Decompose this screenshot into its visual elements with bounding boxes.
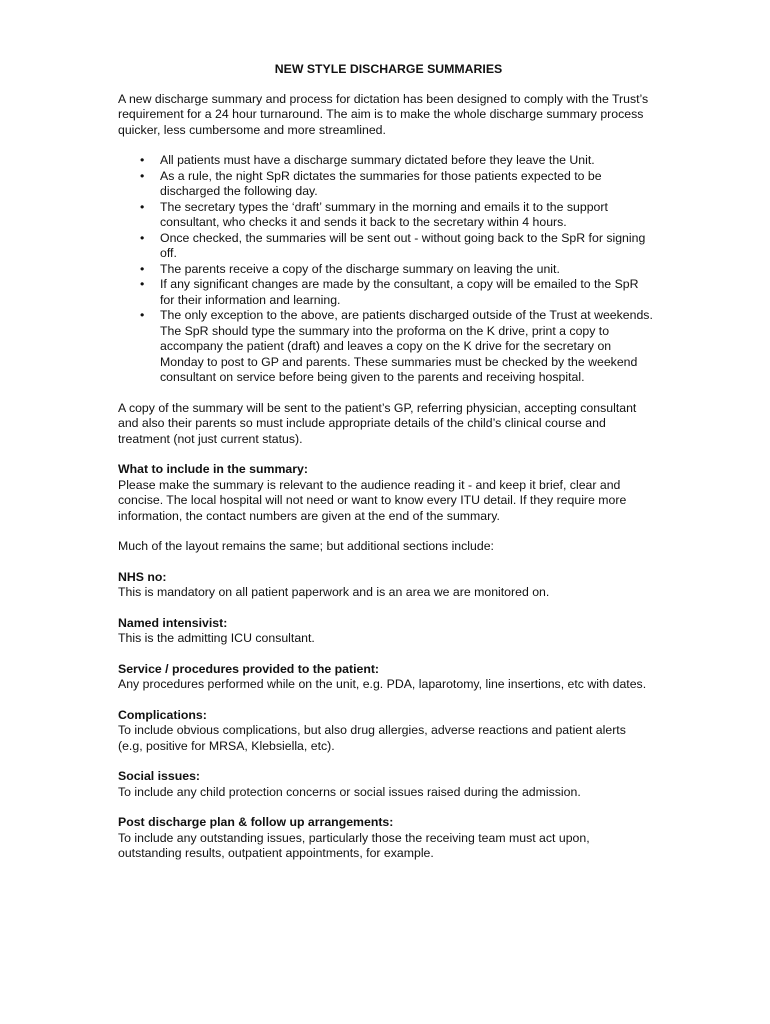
section-body: To include any outstanding issues, particularly those the receiving team must act upon, outstanding results, outpatient appointments, for example. [118,830,590,860]
section-body: To include obvious complications, but also drug allergies, adverse reactions and patient alerts (e.g, positive for MRSA, Klebsiella, etc). [118,723,626,753]
section-body: Any procedures performed while on the unit, e.g. PDA, laparotomy, line insertions, etc with dates. [118,677,647,691]
section-body: This is mandatory on all patient paperwork and is an area we are monitored on. [118,585,550,599]
section-heading: NHS no: [118,569,167,584]
section-heading: What to include in the summary: [118,462,308,476]
bullet-glyph: • [140,230,145,245]
bullet-item [118,231,653,262]
nhs-no-section [118,570,653,601]
section-heading: Social issues: [118,769,201,783]
bullet-item [118,169,653,200]
process-bullet-list [118,153,653,386]
bullet-text: The secretary types the ‘draft’ summary in the morning and emails it to the support consultant, who checks it and sends it back to the secretary within 4 hours. [160,199,608,229]
bullet-glyph: • [140,261,145,276]
bullet-glyph: • [140,199,145,214]
bullet-glyph: • [140,308,145,322]
bullet-item [118,200,653,231]
bullet-text: The only exception to the above, are patients discharged outside of the Trust at weekends. The SpR should type the summary into the proforma on the K drive, print a copy to accompany the patient (draft) and leaves a copy on the K drive for the secretary on Monday to post to GP and parents. These summaries must be checked by the weekend consultant on service before being given to the parents and receiving hospital. [160,308,653,384]
bullet-text: As a rule, the night SpR dictates the summaries for those patients expected to be discharged the following day. [160,168,602,198]
layout-paragraph: Much of the layout remains the same; but additional sections include: [118,539,494,553]
section-heading: Named intensivist: [118,615,228,630]
named-intensivist-section [118,616,653,647]
section-body: Please make the summary is relevant to the audience reading it - and keep it brief, clear and concise. The local hospital will not need or want to know every ITU detail. If they require more information, the contact numbers are given at the end of the summary. [118,477,627,523]
document-title: NEW STYLE DISCHARGE SUMMARIES [274,62,503,76]
document-page [118,62,653,877]
procedures-section [118,662,653,693]
post-discharge-plan-section [118,815,653,862]
bullet-text: If any significant changes are made by the consultant, a copy will be emailed to the SpR for their information and learning. [160,277,639,307]
section-body: To include any child protection concerns or social issues raised during the admission. [118,784,581,799]
intro-paragraph: A new discharge summary and process for dictation has been designed to comply with the Trust’s requirement for a 24 hour turnaround. The aim is to make the whole discharge summary process quicker, less cumbersome and more streamlined. [118,91,649,137]
bullet-glyph: • [140,277,145,291]
section-body: This is the admitting ICU consultant. [118,631,315,645]
social-issues-section [118,769,653,800]
what-to-include-section [118,462,653,524]
section-heading: Post discharge plan & follow up arrangements: [118,815,394,829]
bullet-item [118,277,653,308]
copy-recipients-paragraph: A copy of the summary will be sent to the patient’s GP, referring physician, accepting consultant and also their parents so must include appropriate details of the child’s clinical course and treatment (not just current status). [118,400,637,446]
bullet-item [118,308,653,386]
bullet-text: Once checked, the summaries will be sent out - without going back to the SpR for signing off. [160,230,646,260]
bullet-text: All patients must have a discharge summary dictated before they leave the Unit. [160,153,595,167]
bullet-text: The parents receive a copy of the discharge summary on leaving the unit. [160,261,560,276]
bullet-glyph: • [140,153,145,167]
bullet-glyph: • [140,168,145,183]
complications-section [118,708,653,755]
bullet-item [118,262,653,278]
section-heading: Complications: [118,707,207,722]
section-heading: Service / procedures provided to the patient: [118,661,380,676]
bullet-item [118,153,653,169]
